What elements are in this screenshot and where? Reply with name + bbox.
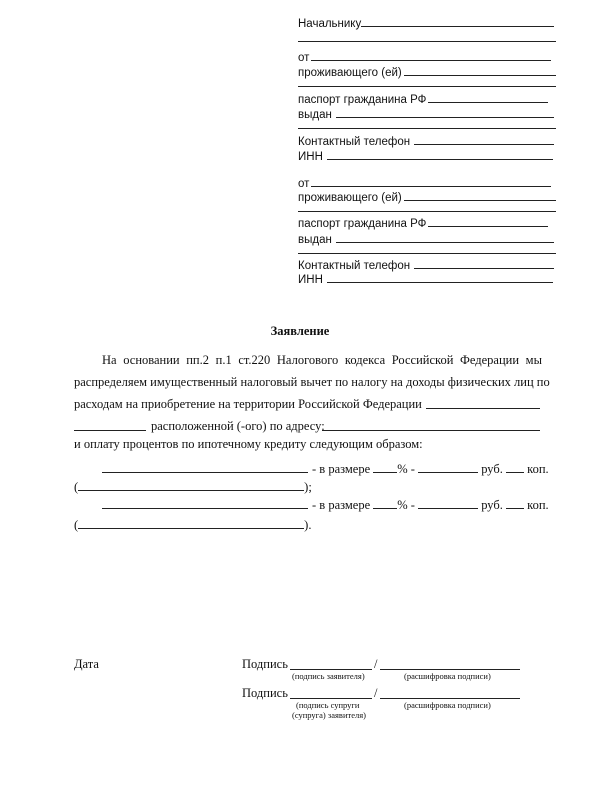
kop-blank-2[interactable]: [506, 496, 524, 509]
to-label: Начальнику: [298, 18, 362, 30]
decode-caption-1: (расшифровка подписи): [404, 671, 491, 681]
issued-label-2: выдан: [298, 234, 332, 246]
header-blank-line[interactable]: [298, 41, 556, 42]
passport-blank-2[interactable]: [428, 214, 548, 227]
sign-label-1: Подпись: [242, 657, 288, 671]
document-title: Заявление: [270, 324, 330, 338]
percent-label-2: % -: [397, 498, 415, 512]
inn-blank-1[interactable]: [327, 147, 553, 160]
issued-blank-1[interactable]: [336, 105, 554, 118]
from-blank-2[interactable]: [311, 174, 551, 187]
body-line-1: На основании пп.2 п.1 ст.220 Налогового кодекса Российской Федерации мы: [102, 353, 542, 367]
body-line-5: и оплату процентов по ипотечному кредиту следующим образом:: [74, 437, 423, 451]
body-line-2: распределяем имущественный налоговый вычет по налогу на доходы физических лиц по: [74, 375, 550, 389]
passport-line-2: [298, 214, 548, 231]
rub-blank-2[interactable]: [418, 496, 478, 509]
close-paren-1: );: [304, 480, 312, 494]
paren-row-1: [74, 478, 312, 495]
issued-label-1: выдан: [298, 109, 332, 121]
to-blank[interactable]: [361, 14, 554, 27]
phone-blank-2[interactable]: [414, 256, 554, 269]
percent-blank-1[interactable]: [373, 460, 397, 473]
sign-caption-2a: (подпись супруги: [296, 700, 360, 710]
recipient-blank-2[interactable]: [102, 508, 308, 509]
date-label: Дата: [74, 657, 99, 671]
inn-label-2: ИНН: [298, 274, 323, 286]
amount-words-blank-1[interactable]: [78, 478, 304, 491]
decode-caption-2: (расшифровка подписи): [404, 700, 491, 710]
property-blank[interactable]: [426, 408, 540, 409]
inn-blank-2[interactable]: [327, 270, 553, 283]
passport-label-2: паспорт гражданина РФ: [298, 218, 427, 230]
residing-line-1: [298, 63, 556, 80]
object-blank[interactable]: [74, 430, 146, 431]
phone-label-2: Контактный телефон: [298, 260, 411, 272]
rub-blank-1[interactable]: [418, 460, 478, 473]
amount-prefix-1: - в размере: [312, 462, 371, 476]
kop-blank-1[interactable]: [506, 460, 524, 473]
amount-row-2: [312, 496, 549, 513]
header-to-line: [298, 14, 554, 31]
paren-row-2: [74, 516, 311, 533]
body-line-3: [74, 396, 422, 412]
from-label-1: от: [298, 52, 310, 64]
slash-1: /: [374, 657, 378, 671]
issued-extra-line-1[interactable]: [298, 128, 556, 129]
open-paren-1: (: [74, 480, 79, 494]
signature-blank-1[interactable]: [290, 669, 372, 670]
percent-label-1: % -: [397, 462, 415, 476]
passport-blank-1[interactable]: [428, 90, 548, 103]
percent-blank-2[interactable]: [373, 496, 397, 509]
rub-label-1: руб.: [481, 462, 503, 476]
body-line-3-text: расходам на приобретение на территории Российской Федерации: [74, 397, 422, 411]
residing-label-2: проживающего (ей): [298, 192, 402, 204]
close-paren-2: ).: [304, 518, 312, 532]
residing-line-2: [298, 188, 556, 205]
issued-extra-line-2[interactable]: [298, 253, 556, 254]
sign-caption-1: (подпись заявителя): [292, 671, 365, 681]
amount-row-1: [312, 460, 549, 477]
sign-caption-2b: (супруга) заявителя): [292, 710, 366, 720]
signature-blank-2[interactable]: [290, 698, 372, 699]
decode-blank-2[interactable]: [380, 698, 520, 699]
body-line-4: расположенной (-ого) по адресу:: [151, 419, 325, 433]
phone-blank-1[interactable]: [414, 132, 554, 145]
phone-label-1: Контактный телефон: [298, 136, 411, 148]
residing-blank-1[interactable]: [404, 63, 556, 76]
residing-extra-line-2[interactable]: [298, 211, 556, 212]
sign-label-2: Подпись: [242, 686, 288, 700]
amount-prefix-2: - в размере: [312, 498, 371, 512]
residing-label-1: проживающего (ей): [298, 67, 402, 79]
amount-words-blank-2[interactable]: [78, 516, 304, 529]
passport-label-1: паспорт гражданина РФ: [298, 94, 427, 106]
residing-extra-line-1[interactable]: [298, 86, 556, 87]
recipient-blank-1[interactable]: [102, 472, 308, 473]
decode-blank-1[interactable]: [380, 669, 520, 670]
open-paren-2: (: [74, 518, 79, 532]
kop-label-2: коп.: [527, 498, 549, 512]
residing-blank-2[interactable]: [404, 188, 556, 201]
address-blank[interactable]: [322, 430, 540, 431]
issued-line-1: [298, 105, 554, 122]
rub-label-2: руб.: [481, 498, 503, 512]
inn-label-1: ИНН: [298, 151, 323, 163]
inn-line-1: [298, 147, 553, 164]
kop-label-1: коп.: [527, 462, 549, 476]
slash-2: /: [374, 686, 378, 700]
issued-blank-2[interactable]: [336, 230, 554, 243]
issued-line-2: [298, 230, 554, 247]
from-blank-1[interactable]: [311, 48, 551, 61]
from-label-2: от: [298, 178, 310, 190]
inn-line-2: [298, 270, 553, 287]
